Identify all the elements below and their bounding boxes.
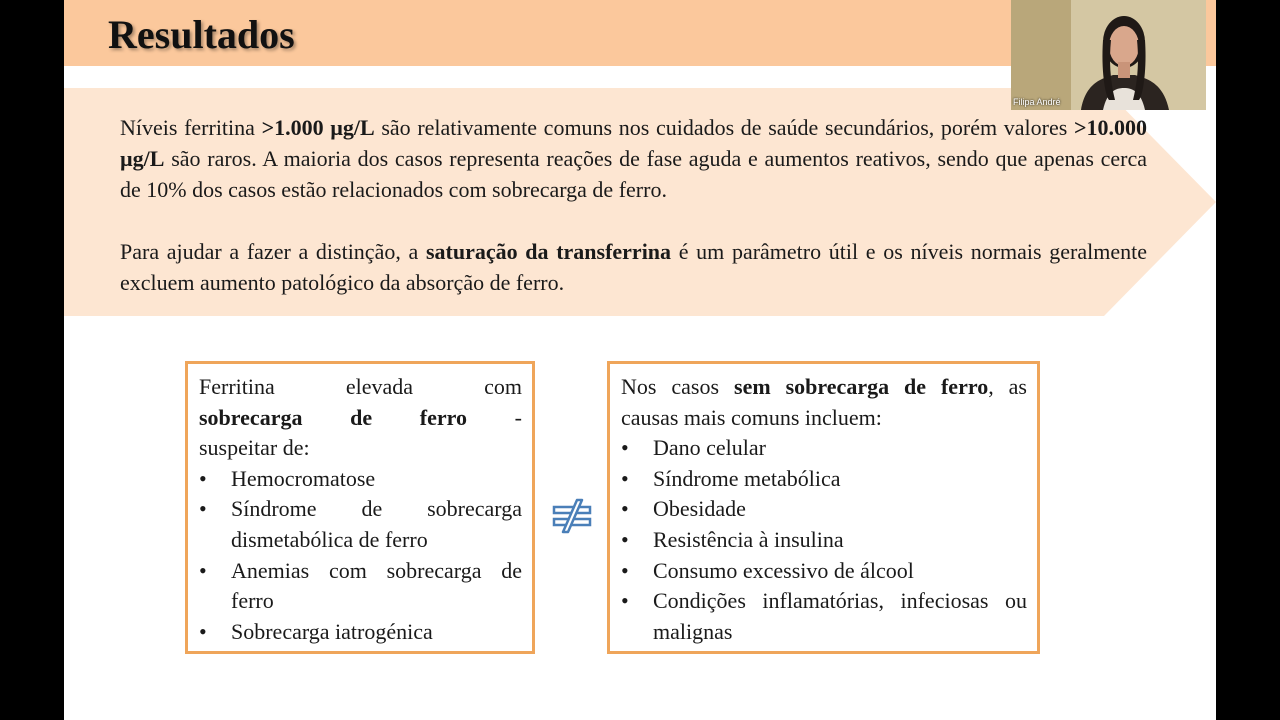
right-box-intro-text-1: Nos casos <box>621 374 735 399</box>
left-box-list <box>199 464 522 648</box>
no-iron-overload-box <box>607 361 1040 654</box>
right-box-intro-text-2: , as causas mais comuns incluem: <box>621 374 1027 430</box>
iron-overload-box <box>185 361 535 654</box>
left-box-intro-bold: sobrecarga de ferro <box>199 404 468 430</box>
list-item: • Sobrecarga iatrogénica <box>199 617 522 648</box>
banner-p1-bold-2: >10.000 µg/L <box>120 115 1147 171</box>
not-equal-icon <box>551 498 593 534</box>
right-box-intro-bold: sem sobrecarga de ferro <box>734 374 989 399</box>
banner-paragraph-1 <box>120 112 1147 205</box>
webcam-video-feed <box>1011 0 1206 110</box>
banner-text <box>120 112 1147 329</box>
list-item: • Hemocromatose <box>199 464 522 495</box>
banner-p2-text-1: Para ajudar a fazer a distinção, a <box>120 239 426 264</box>
slide-title: Resultados <box>108 12 295 57</box>
list-item: • Síndrome metabólica <box>621 464 1027 495</box>
right-box-intro <box>621 372 1027 433</box>
banner-paragraph-2 <box>120 236 1147 298</box>
right-box-list <box>621 433 1027 647</box>
list-item: • Resistência à insulina <box>621 525 1027 556</box>
webcam-thumbnail[interactable] <box>1011 0 1206 110</box>
banner-p2-bold-1: saturação da transferrina <box>425 239 672 264</box>
banner-p2-text-2: é um parâmetro útil e os níveis normais geralmente excluem aumento patológico da absorção de ferro. <box>120 239 1147 295</box>
list-item: • Dano celular <box>621 433 1027 464</box>
list-item: • Consumo excessivo de álcool <box>621 556 1027 587</box>
banner-p1-bold-1: >1.000 µg/L <box>261 115 375 140</box>
left-box-intro-line-3: suspeitar de: <box>199 435 310 461</box>
list-item: • Anemias com sobrecarga de ferro <box>199 556 522 617</box>
results-banner <box>64 88 1216 316</box>
list-item: • Síndrome de sobrecarga dismetabólica de ferro <box>199 494 522 555</box>
left-box-intro-dash: - <box>467 404 523 430</box>
banner-p1-text-2: são relativamente comuns nos cuidados de saúde secundários, porém valores <box>374 115 1074 140</box>
list-item: • Obesidade <box>621 494 1027 525</box>
participant-name-label: Filipa André <box>1013 97 1061 107</box>
list-item: • Condições inflamatórias, infeciosas ou malignas <box>621 586 1027 647</box>
left-box-intro-line-1: Ferritina elevada com <box>199 374 522 399</box>
banner-p1-text-1: Níveis ferritina <box>120 115 262 140</box>
left-box-intro-line-2 <box>199 403 522 434</box>
banner-p1-text-3: são raros. A maioria dos casos representa reações de fase aguda e aumentos reativos, sendo que apenas cerca de 10% dos casos estão relacionados com sobrecarga de ferro. <box>120 146 1147 202</box>
